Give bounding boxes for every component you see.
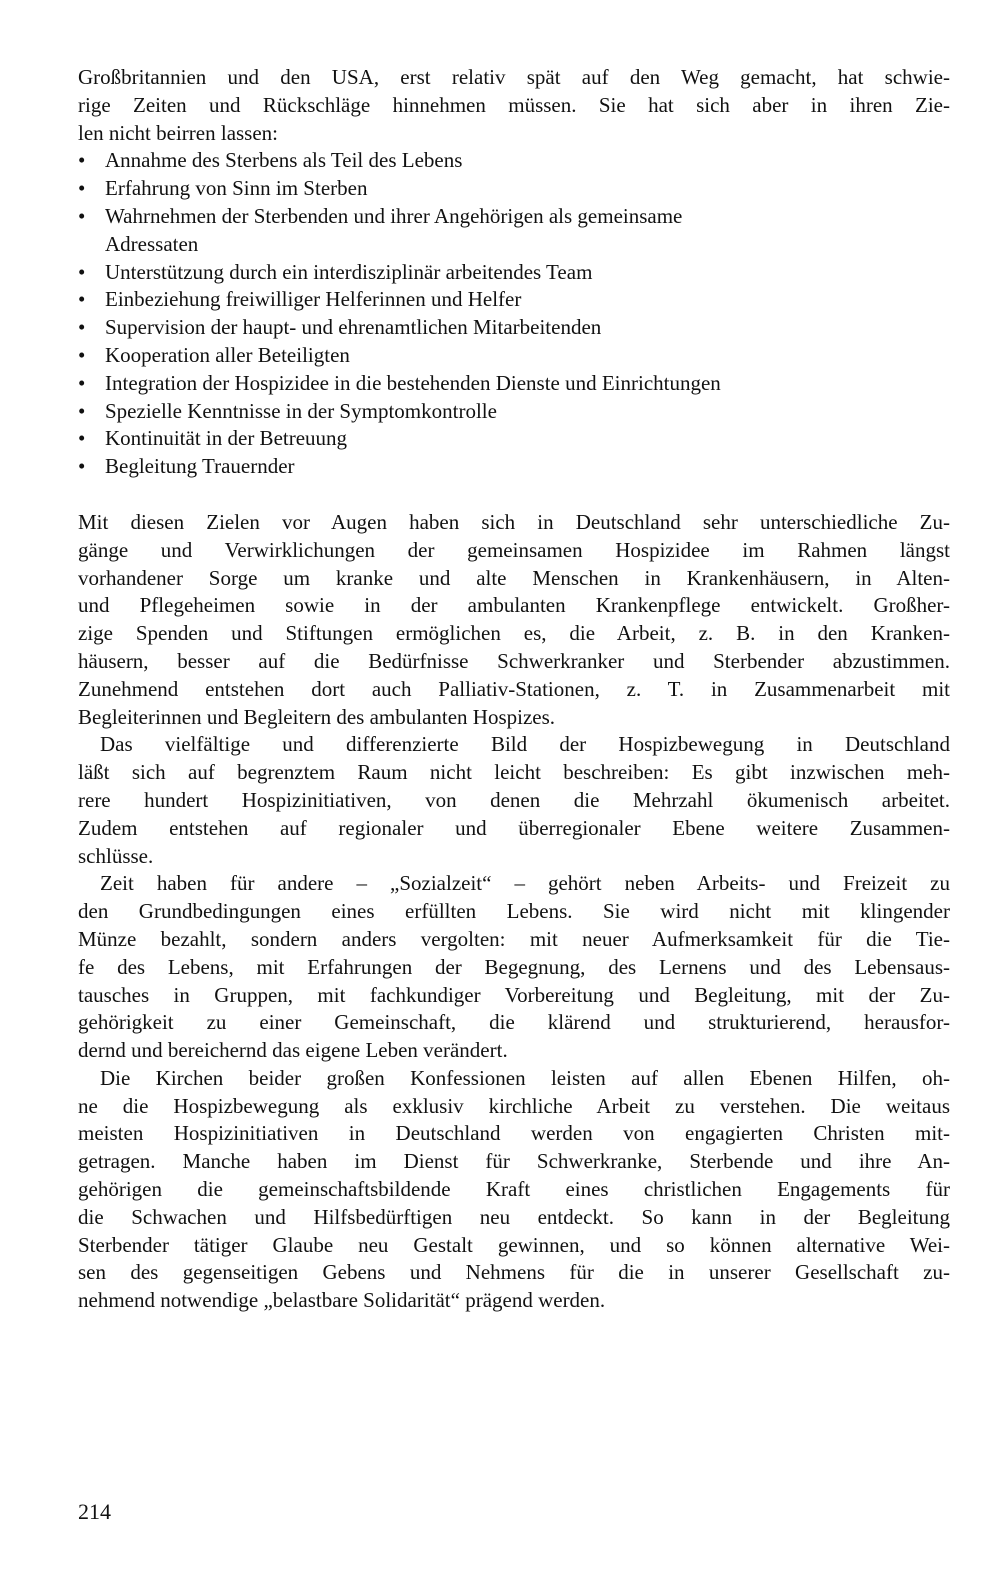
list-item xyxy=(78,425,950,453)
text-line: rige Zeiten und Rückschläge hinnehmen müssen. Sie hat sich aber in ihren Zie- xyxy=(78,92,950,117)
text-line: gehörigkeit zu einer Gemeinschaft, die klärend und strukturierend, herausfor- xyxy=(78,1010,950,1035)
body-paragraph xyxy=(78,870,950,1065)
list-item xyxy=(78,286,950,314)
text-line: zige Spenden und Stiftungen ermöglichen es, die Arbeit, z. B. in den Kranken- xyxy=(78,621,950,646)
list-item-text: Adressaten xyxy=(105,231,199,256)
list-item xyxy=(78,203,950,259)
list-item-text: Kooperation aller Beteiligten xyxy=(105,342,350,367)
goals-list xyxy=(78,147,950,481)
bullet-icon: • xyxy=(78,426,86,451)
list-item xyxy=(78,314,950,342)
text-line: Die Kirchen beider großen Konfessionen leisten auf allen Ebenen Hilfen, oh- xyxy=(100,1065,950,1090)
text-line: Begleiterinnen und Begleitern des ambulanten Hospizes. xyxy=(78,704,556,729)
page-content xyxy=(78,64,950,1315)
bullet-icon: • xyxy=(78,176,86,201)
list-item-text: Unterstützung durch ein interdisziplinär arbeitendes Team xyxy=(105,259,593,284)
text-line: häusern, besser auf die Bedürfnisse Schwerkranker und Sterbender abzustimmen. xyxy=(78,648,950,673)
list-item xyxy=(78,453,950,481)
list-item xyxy=(78,342,950,370)
text-line: und Pflegeheimen sowie in der ambulanten Krankenpflege entwickelt. Großher- xyxy=(78,593,950,618)
text-line: dernd und bereichernd das eigene Leben verändert. xyxy=(78,1038,508,1063)
body-paragraph xyxy=(78,731,950,870)
list-item-text: Wahrnehmen der Sterbenden und ihrer Angehörigen als gemeinsame xyxy=(105,203,683,228)
text-line: ne die Hospizbewegung als exklusiv kirchliche Arbeit zu verstehen. Die weitaus xyxy=(78,1093,950,1118)
bullet-icon: • xyxy=(78,287,86,312)
text-line: gänge und Verwirklichungen der gemeinsamen Hospizidee im Rahmen längst xyxy=(78,537,950,562)
list-item-text: Integration der Hospizidee in die bestehenden Dienste und Einrichtungen xyxy=(105,370,721,395)
bullet-icon: • xyxy=(78,398,86,423)
list-item xyxy=(78,147,950,175)
intro-paragraph xyxy=(78,64,950,147)
list-item xyxy=(78,259,950,287)
text-line: vorhandener Sorge um kranke und alte Menschen in Krankenhäusern, in Alten- xyxy=(78,565,950,590)
list-item xyxy=(78,370,950,398)
text-line: getragen. Manche haben im Dienst für Schwerkranke, Sterbende und ihre An- xyxy=(78,1149,950,1174)
text-line: schlüsse. xyxy=(78,843,154,868)
list-item-text: Supervision der haupt- und ehrenamtlichen Mitarbeitenden xyxy=(105,315,602,340)
text-line: nehmend notwendige „belastbare Solidarität“ prägend werden. xyxy=(78,1288,606,1313)
text-line: Zudem entstehen auf regionaler und überregionaler Ebene weitere Zusammen- xyxy=(78,815,950,840)
text-line: läßt sich auf begrenztem Raum nicht leicht beschreiben: Es gibt inzwischen meh- xyxy=(78,760,950,785)
list-item xyxy=(78,175,950,203)
body-paragraph xyxy=(78,1065,950,1315)
text-line: Münze bezahlt, sondern anders vergolten: mit neuer Aufmerksamkeit für die Tie- xyxy=(78,926,950,951)
text-line: Großbritannien und den USA, erst relativ spät auf den Weg gemacht, hat schwie- xyxy=(78,65,950,89)
text-line: den Grundbedingungen eines erfüllten Lebens. Sie wird nicht mit klingender xyxy=(78,899,950,924)
list-item-text: Kontinuität in der Betreuung xyxy=(105,426,348,451)
text-line: fe des Lebens, mit Erfahrungen der Begegnung, des Lernens und des Lebensaus- xyxy=(78,954,950,979)
text-line: Zunehmend entstehen dort auch Palliativ-Stationen, z. T. in Zusammenarbeit mit xyxy=(78,676,950,701)
text-line: Zeit haben für andere – „Sozialzeit“ – gehört neben Arbeits- und Freizeit zu xyxy=(100,871,950,896)
list-item-text: Erfahrung von Sinn im Sterben xyxy=(105,176,368,201)
text-line: tausches in Gruppen, mit fachkundiger Vorbereitung und Begleitung, mit der Zu- xyxy=(78,982,950,1007)
bullet-icon: • xyxy=(78,315,86,340)
bullet-icon: • xyxy=(78,259,86,284)
text-line: gehörigen die gemeinschaftsbildende Kraft eines christlichen Engagements für xyxy=(78,1177,950,1202)
text-line: meisten Hospizinitiativen in Deutschland werden von engagierten Christen mit- xyxy=(78,1121,950,1146)
bullet-icon: • xyxy=(78,454,86,479)
bullet-icon: • xyxy=(78,203,86,228)
bullet-icon: • xyxy=(78,148,86,173)
text-line: len nicht beirren lassen: xyxy=(78,120,279,145)
text-line: rere hundert Hospizinitiativen, von denen die Mehrzahl ökumenisch arbeitet. xyxy=(78,787,950,812)
text-line: Das vielfältige und differenzierte Bild der Hospizbewegung in Deutschland xyxy=(100,732,950,757)
list-item xyxy=(78,398,950,426)
text-line: die Schwachen und Hilfsbedürftigen neu entdeckt. So kann in der Begleitung xyxy=(78,1204,950,1229)
list-item-text: Begleitung Trauernder xyxy=(105,454,295,479)
text-line: Mit diesen Zielen vor Augen haben sich in Deutschland sehr unterschiedliche Zu- xyxy=(78,509,950,534)
text-line: sen des gegenseitigen Gebens und Nehmens für die in unserer Gesellschaft zu- xyxy=(78,1260,950,1285)
list-item-text: Annahme des Sterbens als Teil des Lebens xyxy=(105,148,463,173)
list-item-text: Einbeziehung freiwilliger Helferinnen und Helfer xyxy=(105,287,522,312)
bullet-icon: • xyxy=(78,342,86,367)
body-paragraph xyxy=(78,509,950,731)
text-line: Sterbender tätiger Glaube neu Gestalt gewinnen, und so können alternative Wei- xyxy=(78,1232,950,1257)
list-item-text: Spezielle Kenntnisse in der Symptomkontrolle xyxy=(105,398,497,423)
page-number: 214 xyxy=(78,1499,111,1524)
bullet-icon: • xyxy=(78,370,86,395)
